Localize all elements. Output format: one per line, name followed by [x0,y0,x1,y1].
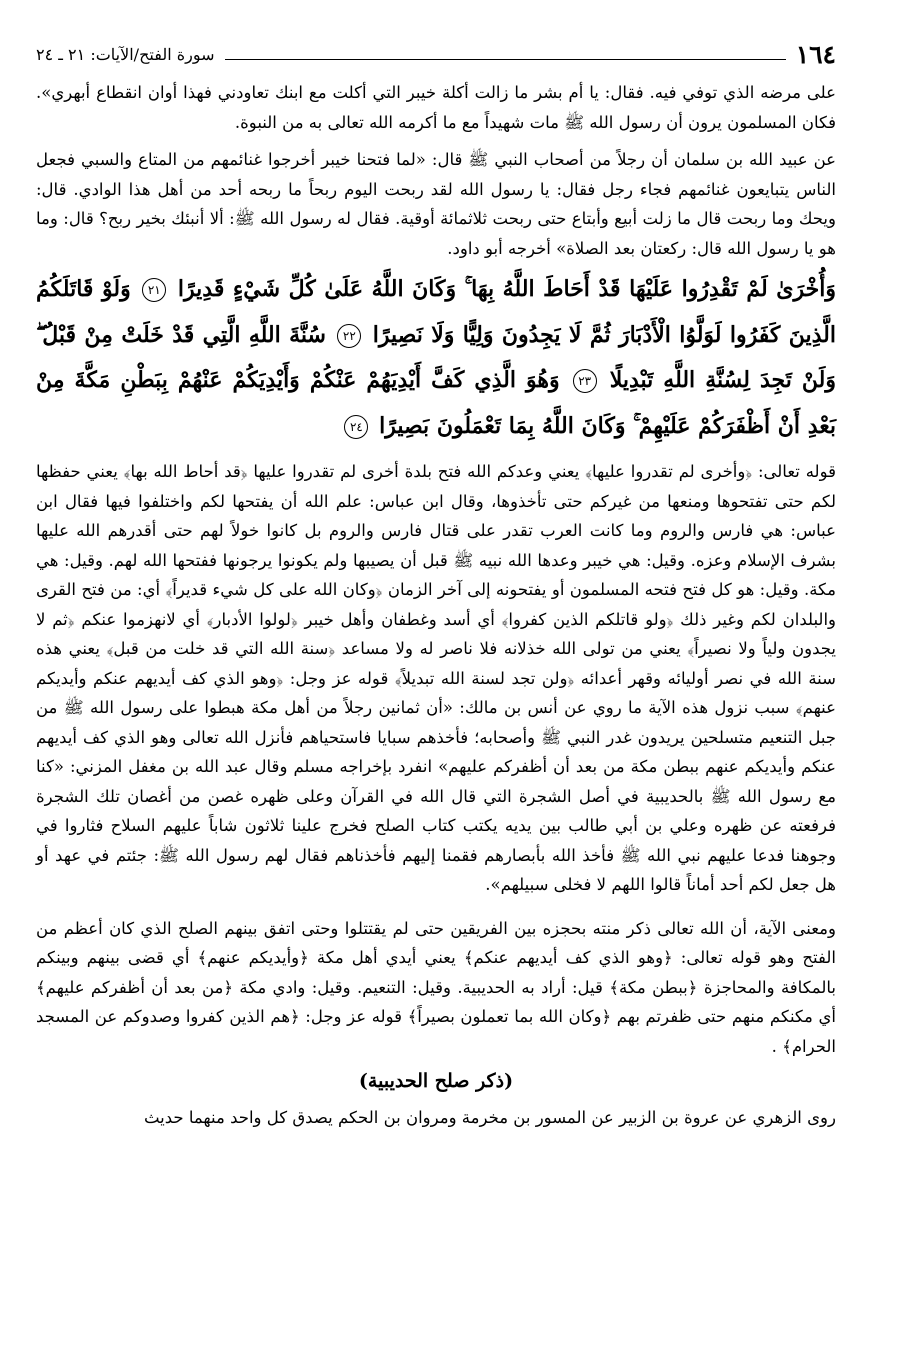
ayah-number-marker: ٢٤ [344,415,368,439]
verse-21-text: وَأُخْرَىٰ لَمْ تَقْدِرُوا عَلَيْهَا قَدْ أَحَاطَ اللَّهُ بِهَا ۚ وَكَانَ اللَّهُ عَلَىٰ كُلِّ شَيْءٍ قَدِيرًا [177,276,836,302]
page-number: ١٦٤ [795,39,836,69]
section-heading: (ذكر صلح الحديبية) [358,1070,514,1092]
paragraph-hadith-khaybar-poison: على مرضه الذي توفي فيه. فقال: يا أم بشر ما زالت أكلة خيبر التي أكلت مع ابنك تعاودني فهذا أوان انقطاع أبهري». فكان المسلمون يرون أن رسول الله ﷺ مات شهيداً مع ما أكرمه الله تعالى به من النبوة. [36,83,836,132]
verse-22-text: وَلَوْ قَاتَلَكُمُ الَّذِينَ كَفَرُوا لَوَلَّوُا الْأَدْبَارَ ثُمَّ لَا يَجِدُونَ وَلِيًّا وَلَا نَصِيرًا [36,276,836,348]
ayah-number-marker: ٢٣ [573,369,597,393]
page-header [36,34,836,74]
tafsir-commentary-paragraph: قوله تعالى: ﴿وأخرى لم تقدروا عليها﴾ يعني وعدكم الله فتح بلدة أخرى لم تقدروا عليها ﴿قد أحاط الله بها﴾ يعني حفظها لكم حتى تفتحوها ومنعها من غيركم حتى تأخذوها، وقال ابن عباس: علم الله أن يفتحها لكم واختلفوا فيها فقال ابن عباس: هي فارس والروم وما كانت العرب تقدر على قتال فارس والروم بل كانوا خولاً لهم حتى أقدرهم الله عليها بشرف الإسلام وعزه. وقيل: هي خيبر وعدها الله نبيه ﷺ قبل أن يصيبها ولم يكونوا يرجونها ففتحها الله لهم. وقيل: هي مكة. وقيل: هو كل فتح فتحه المسلمون أو يفتحونه إلى آخر الزمان ﴿وكان الله على كل شيء قديراً﴾ أي: من فتح القرى والبلدان لكم وغير ذلك ﴿ولو قاتلكم الذين كفروا﴾ أي أسد وغطفان وأهل خيبر ﴿لولوا الأدبار﴾ أي لانهزموا عنكم ﴿ثم لا يجدون ولياً ولا نصيراً﴾ يعني من تولى الله خذلانه فلا ناصر له ولا مساعد ﴿سنة الله التي قد خلت من قبل﴾ يعني هذه سنة الله في نصر أوليائه وقهر أعدائه ﴿ولن تجد لسنة الله تبديلاً﴾ قوله عز وجل: ﴿وهو الذي كف أيديهم عنكم وأيديكم عنهم﴾ سبب نزول هذه الآية ما روي عن أنس بن مالك: «أن ثمانين رجلاً من أهل مكة هبطوا على رسول الله ﷺ من جبل التنعيم متسلحين يريدون غدر النبي ﷺ وأصحابه؛ فأخذهم سبايا فاستحياهم فأنزل الله تعالى وهو الذي كف أيديهم عنكم وأيديكم عنهم ببطن مكة من بعد أن أظفركم عليهم» انفرد بإخراجه مسلم وقال عبد الله بن مغفل المزني: «كنا مع رسول الله ﷺ بالحديبية في أصل الشجرة التي قال الله في القرآن وعلى ظهره غصن من أغصان تلك الشجرة فرفعته عن ظهره وعلي بن أبي طالب بين يديه يكتب كتاب الصلح فخرج علينا ثلاثون شاباً عليهم السلاح فثاروا في وجوهنا فدعا عليهم نبي الله ﷺ فأخذ الله بأبصارهم فقمنا إليهم فأخذناهم فقال لهم رسول الله ﷺ: جئتم في عهد أو هل جعل لكم أحد أماناً قالوا اللهم لا فخلى سبيلهم». [36,462,836,894]
header-rule [225,59,786,60]
paragraph-hadith-trade-profit: عن عبيد الله بن سلمان أن رجلاً من أصحاب النبي ﷺ قال: «لما فتحنا خيبر أخرجوا غنائمهم من المتاع والسبي فجعل الناس يتبايعون غنائمهم فجاء رجل فقال: يا رسول الله لقد ربحت اليوم ربحاً ما ربحه أحد من أهل هذا الوادي. قال: ويحك وما ربحت قال ما زلت أبيع وأبتاع حتى ربحت ثلاثمائة أوقية. فقال له رسول الله ﷺ: ألا أنبئك بخير ربح؟ قال: وما هو يا رسول الله قال: ركعتان بعد الصلاة» أخرجه أبو داود. [36,150,836,258]
running-title: سورة الفتح/الآيات: ٢١ ـ ٢٤ [36,44,215,64]
quran-verses-block [36,267,836,449]
verse-24-text: وَهُوَ الَّذِي كَفَّ أَيْدِيَهُمْ عَنْكُمْ وَأَيْدِيَكُمْ عَنْهُمْ بِبَطْنِ مَكَّةَ مِنْ بَعْدِ أَنْ أَظْفَرَكُمْ عَلَيْهِمْ ۚ وَكَانَ اللَّهُ بِمَا تَعْمَلُونَ بَصِيرًا [36,367,836,439]
ayah-number-marker: ٢١ [142,278,166,302]
verse-23-text: سُنَّةَ اللَّهِ الَّتِي قَدْ خَلَتْ مِنْ قَبْلُ ۖ وَلَنْ تَجِدَ لِسُنَّةِ اللَّهِ تَبْدِيلًا [36,321,836,393]
ayah-number-marker: ٢٢ [337,324,361,348]
closing-paragraph: روى الزهري عن عروة بن الزبير عن المسور بن مخرمة ومروان بن الحكم يصدق كل واحد منهما حديث [143,1108,836,1127]
tafsir-meaning-paragraph: ومعنى الآية، أن الله تعالى ذكر منته بحجزه بين الفريقين حتى لم يقتتلوا وحتى اتفق بينهم الصلح الذي كان أعظم من الفتح وهو قوله تعالى: ﴿وهو الذي كف أيديهم عنكم﴾ يعني أيدي أهل مكة ﴿وأيديكم عنهم﴾ أي قضى بينهم وبينكم بالمكافة والمحاجزة ﴿ببطن مكة﴾ قيل: أراد به الحديبية. وقيل: التنعيم. وقيل: وادي مكة ﴿من بعد أن أظفركم عليهم﴾ أي مكنكم منهم حتى ظفرتم بهم ﴿وكان الله بما تعملون بصيراً﴾ قوله عز وجل: ﴿هم الذين كفروا وصدوكم عن المسجد الحرام﴾ . [36,918,836,1056]
